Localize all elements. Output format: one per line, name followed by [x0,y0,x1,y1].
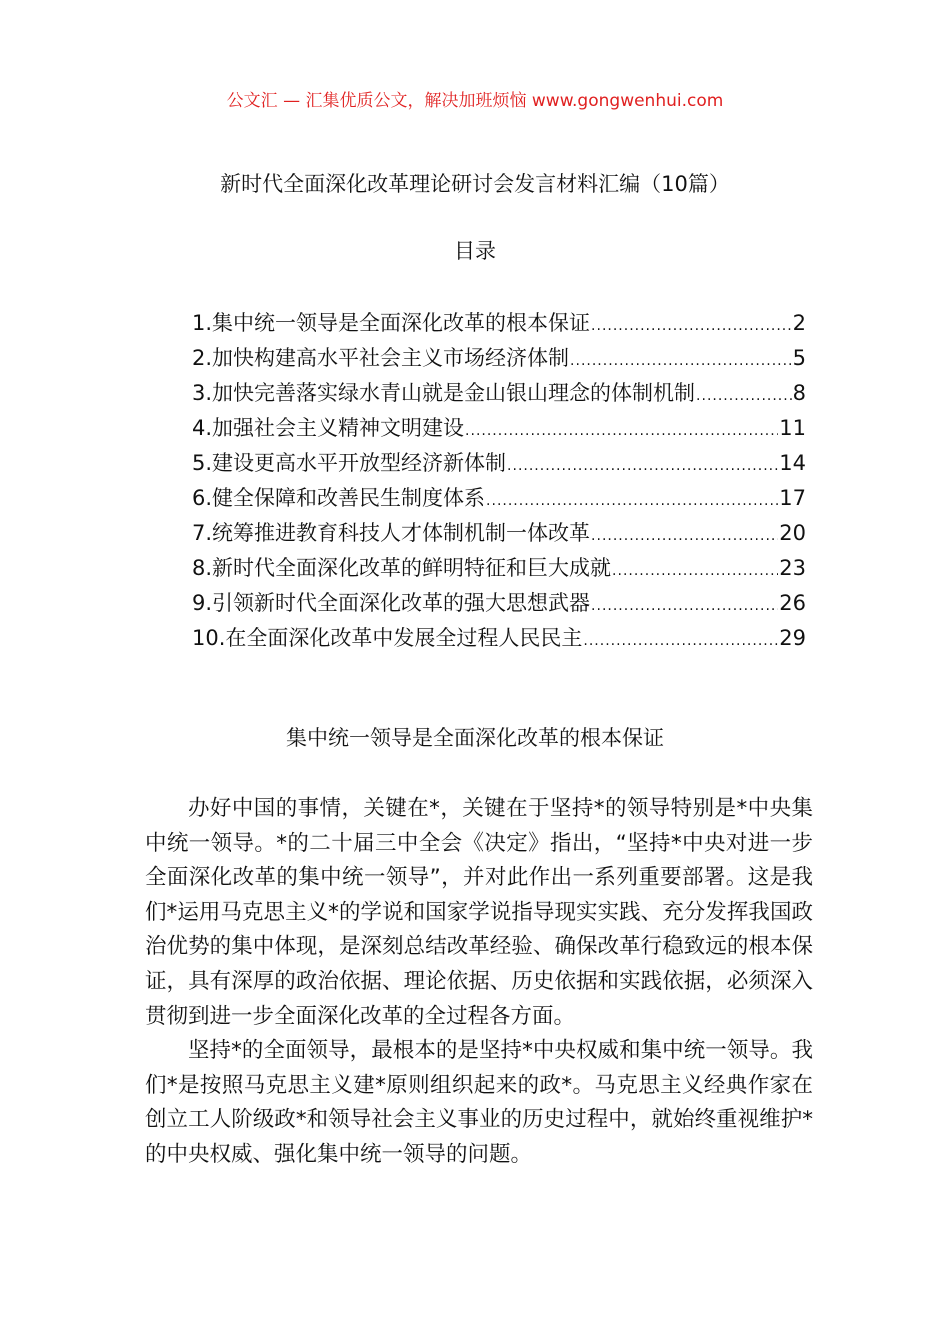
toc-entry-page: 14 [779,451,806,475]
toc-leader-dots [696,379,792,414]
toc-entry-page: 17 [779,486,806,510]
toc-entry-page: 20 [779,521,806,545]
toc-entry-label: 7.统筹推进教育科技人才体制机制一体改革 [192,521,591,545]
toc-entry-label: 3.加快完善落实绿水青山就是金山银山理念的体制机制 [192,381,696,405]
toc-leader-dots [612,554,778,589]
toc-leader-dots [570,344,792,379]
toc-entry[interactable] [192,306,806,341]
toc-entry[interactable] [192,411,806,446]
section-title: 集中统一领导是全面深化改革的根本保证 [286,726,664,750]
toc-entry-label: 5.建设更高水平开放型经济新体制 [192,451,507,475]
body-text [145,792,813,1173]
body-paragraph: 办好中国的事情，关键在*，关键在于坚持*的领导特别是*中央集中统一领导。*的二十届三中全会《决定》指出，“坚持*中央对进一步全面深化改革的集中统一领导”，并对此作出一系列重要部署。这是我们*运用马克思主义*的学说和国家学说指导现实实践、充分发挥我国政治优势的集中体现，是深刻总结改革经验、确保改革行稳致远的根本保证，具有深厚的政治依据、理论依据、历史依据和实践依据，必须深入贯彻到进一步全面深化改革的全过程各方面。 [145,796,813,1029]
toc-leader-dots [486,484,778,519]
toc-entry[interactable] [192,516,806,551]
toc-entry[interactable] [192,376,806,411]
toc-entry[interactable] [192,481,806,516]
toc-entry[interactable] [192,446,806,481]
toc-leader-dots [591,589,778,624]
document-title: 新时代全面深化改革理论研讨会发言材料汇编（10篇） [220,172,730,196]
toc-entry-page: 5 [792,346,806,370]
toc-entry-page: 26 [779,591,806,615]
toc-entry-page: 2 [792,311,806,335]
toc-entry[interactable] [192,621,806,656]
toc-entry-page: 29 [779,626,806,650]
toc-entry[interactable] [192,341,806,376]
toc-entry-label: 10.在全面深化改革中发展全过程人民民主 [192,626,583,650]
toc-leader-dots [507,449,778,484]
toc-leader-dots [583,624,778,659]
toc-heading: 目录 [454,239,496,263]
body-paragraph: 坚持*的全面领导，最根本的是坚持*中央权威和集中统一领导。我们*是按照马克思主义建*原则组织起来的政*。马克思主义经典作家在创立工人阶级政*和领导社会主义事业的历史过程中，就始终重视维护*的中央权威、强化集中统一领导的问题。 [145,1038,813,1167]
toc-entry-label: 9.引领新时代全面深化改革的强大思想武器 [192,591,591,615]
toc-leader-dots [591,519,778,554]
toc-entry-page: 8 [792,381,806,405]
toc-entry-label: 2.加快构建高水平社会主义市场经济体制 [192,346,570,370]
toc-entry-label: 8.新时代全面深化改革的鲜明特征和巨大成就 [192,556,612,580]
toc-leader-dots [591,309,792,344]
table-of-contents [192,306,806,656]
toc-entry-page: 23 [779,556,806,580]
toc-leader-dots [465,414,778,449]
toc-entry[interactable] [192,551,806,586]
toc-entry-page: 11 [779,416,806,440]
toc-entry-label: 6.健全保障和改善民生制度体系 [192,486,486,510]
toc-entry-label: 4.加强社会主义精神文明建设 [192,416,465,440]
toc-entry-label: 1.集中统一领导是全面深化改革的根本保证 [192,311,591,335]
header-watermark: 公文汇 — 汇集优质公文，解决加班烦恼 www.gongwenhui.com [226,91,724,111]
toc-entry[interactable] [192,586,806,621]
